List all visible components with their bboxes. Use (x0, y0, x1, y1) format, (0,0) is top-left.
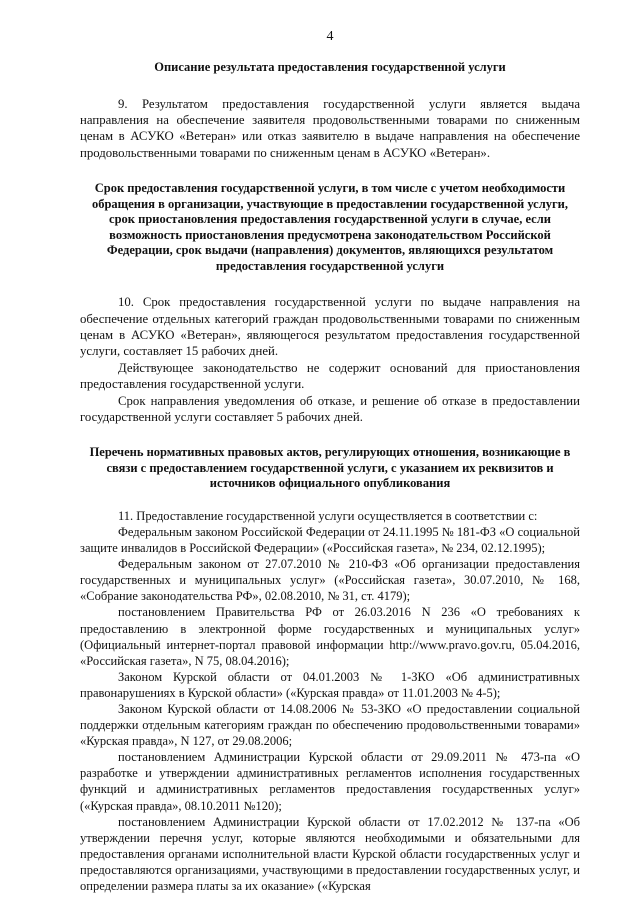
paragraph-9: 9. Результатом предоставления государственной услуги является выдача направления на обеспечение заявителя продовольственными товарами по сниженным ценам в АСУКО «Ветеран» или отказ заявителю в выдаче направления на обеспечение продовольственными товарами по сниженным ценам в АСУКО «Ветеран». (80, 96, 580, 160)
legal-act-item: постановлением Правительства РФ от 26.03.2016 N 236 «О требованиях к предоставлению в электронной форме государственных и муниципальных услуг» (Официальный интернет-портал правовой информации http://www.pravo.gov.ru, 05.04.2016, «Российская газета», N 75, 08.04.2016); (80, 605, 580, 668)
legal-act-item: Законом Курской области от 04.01.2003 № 1-ЗКО «Об административных правонарушениях в Курской области» («Курская правда» от 11.01.2003 № 4-5); (80, 669, 580, 700)
page-number: 4 (326, 29, 334, 44)
paragraph-10-suspension: Действующее законодательство не содержит оснований для приостановления предоставления государственной услуги. (80, 360, 580, 392)
section-heading-legal-acts: Перечень нормативных правовых актов, регулирующих отношения, возникающие в связи с предоставлением государственной услуги, с указанием их реквизитов и источников официального опубликования (89, 445, 571, 491)
legal-act-item: Законом Курской области от 14.08.2006 № 53-ЗКО «О предоставлении социальной поддержки отдельным категориям граждан по обеспечению продовольственными товарами» «Курская правда», N 127, от 29.08.2006; (80, 702, 580, 749)
paragraph-10: 10. Срок предоставления государственной услуги по выдаче направления на обеспечение отдельных категорий граждан продовольственными товарами по сниженным ценам в АСУКО «Ветеран», являющегося результатом предоставления государственной услуги, составляет 15 рабочих дней. (80, 295, 580, 359)
section-heading-result: Описание результата предоставления государственной услуги (154, 60, 506, 74)
paragraph-11: 11. Предоставление государственной услуги осуществляется в соответствии с: (118, 508, 538, 523)
legal-act-item: постановлением Администрации Курской области от 29.09.2011 № 473-па «О разработке и утверждении административных регламентов исполнения государственных функций и административных регламентов предоставления государственных услуг» («Курская правда», 08.10.2011 №120); (80, 750, 580, 813)
legal-act-item: постановлением Администрации Курской области от 17.02.2012 № 137-па «Об утверждении перечня услуг, которые являются необходимыми и обязательными для предоставления органами исполнительной власти Курской области государственных услуг и предоставляются организациями, участвующими в предоставлении государственных услуг, и определении размера платы за их оказание» («Курская (80, 814, 580, 894)
paragraph-10-refusal: Срок направления уведомления об отказе, и решение об отказе в предоставлении государственной услуги составляет 5 рабочих дней. (80, 393, 580, 424)
legal-act-item: Федеральным законом от 27.07.2010 № 210-ФЗ «Об организации предоставления государственных и муниципальных услуг» («Российская газета», 30.07.2010, № 168, «Собрание законодательства РФ», 02.08.2010, № 31, ст. 4179); (80, 557, 580, 604)
section-heading-term: Срок предоставления государственной услуги, в том числе с учетом необходимости обращения в организации, участвующие в предоставлении государственной услуги, срок приостановления предоставления государственной услуги в случае, если возможность приостановления предусмотрена законодательством Российской Федерации, срок выдачи (направления) документов, являющихся результатом предоставления государственной услуги (91, 181, 568, 273)
document-page (80, 28, 580, 894)
legal-act-item: Федеральным законом Российской Федерации от 24.11.1995 № 181-ФЗ «О социальной защите инвалидов в Российской Федерации» («Российская газета», № 234, 02.12.1995); (80, 524, 580, 556)
